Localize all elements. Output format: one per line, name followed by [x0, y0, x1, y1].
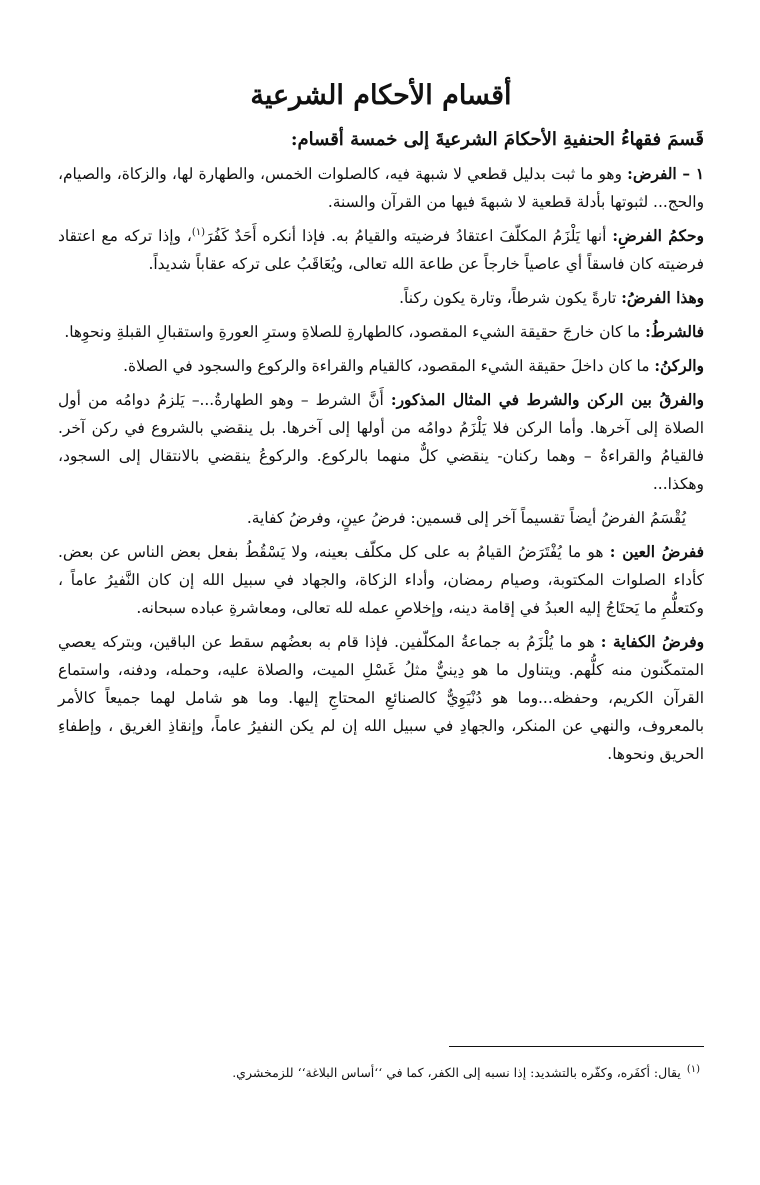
paragraph-text: ما كان خارجَ حقيقة الشيء المقصود، كالطهارةِ للصلاةِ وسترِ العورةِ واستقبالِ القبلةِ ونحوِها. — [64, 322, 646, 341]
paragraph-fard-types — [58, 284, 704, 312]
page-body — [58, 78, 704, 774]
footnote-number: (١) — [686, 1064, 700, 1075]
footnote-reference[interactable]: (١) — [191, 226, 206, 238]
paragraph-fard-kifaya — [58, 628, 704, 768]
paragraph-text: وهو ما ثبت بدليل قطعي لا شبهة فيه، كالصلوات الخمس، والطهارة لها، والزكاة، والصيام، والحج... لثبوتها بأدلة قطعية لا شبهةَ فيها من القرآن والسنة. — [58, 164, 704, 211]
footnote-text: يقال: أكفَره، وكفّره بالتشديد: إذا نسبه إلى الكفر، كما في ‘‘أساس البلاغة‘‘ للزمخشري. — [232, 1065, 681, 1081]
term-label: وفرضُ الكفاية : — [600, 633, 704, 652]
paragraph-text: أَنَّ الشرط – وهو الطهارةُ...– يَلزمُ دوامُه من أول الصلاة إلى آخرها. وأما الركن فلا يَلْزَمُ دوامُه من أولها إلى آخرها. بل ينقضي بالشروع في ركن آخر. فالقيامُ والقراءةُ – وهما ركنان- ينقضي كلٌّ منهما بالركوع. والركوعُ ينقضي بالانتقال إلى السجود، وهكذا... — [58, 390, 704, 493]
paragraph-text: هو ما يُلْزَمُ به جماعةُ المكلّفين. فإذا قام به بعضُهم سقط عن الباقين، وبتركه يعصي المتمكّنون منه كلُّهم. ويتناول ما هو دِينيٌّ مثلُ غَسْلِ الميت، والصلاة عليه، وحمله، ودفنه، واستماع القرآن الكريم، وحفظه...وما هو دُنْيَوِيٌّ كالصنائعِ المحتاجِ إليها. وما هو شامل لهما جميعاً كالأمر بالمعروف، والنهي عن المنكر، والجهادِ في سبيل الله إن لم يكن النفيرُ عاماً، وإنقاذِ الغريق ، وإطفاءِ الحريق ونحوها. — [58, 633, 704, 764]
paragraph-text: يُقْسَمُ الفرضُ أيضاً تقسيماً آخر إلى قسمين: فرضُ عينٍ، وفرضُ كفاية. — [246, 509, 686, 528]
paragraph-difference — [58, 386, 704, 498]
paragraph-fard-ayn — [58, 538, 704, 622]
footnote-divider — [449, 1046, 704, 1047]
term-label: ففرضُ العين : — [609, 543, 704, 562]
paragraph-fard — [58, 160, 704, 216]
paragraph-fard-ruling — [58, 222, 704, 278]
paragraph-text-continued: ، وإذا تركه مع اعتقاد فرضيته كان فاسقاً أي عاصياً خارجاً عن طاعة الله تعالى، ويُعَاقَبُ على تركه عقاباً شديداً. — [58, 226, 704, 273]
term-label: وحكمُ الفرضِ: — [612, 226, 704, 245]
paragraph-text: ما كان داخلَ حقيقة الشيء المقصود، كالقيام والقراءة والركوع والسجود في الصلاة. — [123, 356, 655, 375]
term-label: والركنُ: — [654, 356, 704, 375]
page-title: أقسام الأحكام الشرعية — [250, 80, 512, 111]
term-label: والفرقُ بين الركن والشرط في المثال المذكور: — [390, 390, 704, 409]
intro-heading: قَسمَ فقهاءُ الحنفيةِ الأحكامَ الشرعيةَ إلى خمسة أقسام: — [290, 129, 704, 151]
term-label: ١ – الفرض: — [627, 164, 704, 183]
paragraph-division — [58, 504, 704, 532]
paragraph-text: هو ما يُفْتَرَضُ القيامُ به على كل مكلّف بعينه، ولا يَسْقُطُ بفعل بعض الناس عن بعض. كأداء الصلوات المكتوبة، وصيام رمضان، وأداء الزكاة، والجهاد في سبيل الله إن كان النَّفيرُ عاماً ، وكتعلُّمِ ما يَحتَاجُ إليه العبدُ في إقامة دينه، وإخلاصِ عمله لله تعالى، ومعاشرةِ عباده سبحانه. — [58, 543, 704, 618]
term-label: وهذا الفرضُ: — [621, 288, 704, 307]
term-label: فالشرطُ: — [645, 322, 704, 341]
paragraph-text: أنها يَلْزَمُ المكلّفَ اعتقادُ فرضيته والقيامُ به. فإذا أنكره أَحَدٌ كَفُرَ — [205, 226, 613, 245]
footnote — [58, 1062, 700, 1083]
paragraph-text: تارةً يكون شرطاً، وتارة يكون ركناً. — [399, 288, 622, 307]
paragraph-condition — [58, 318, 704, 346]
paragraph-pillar — [58, 352, 704, 380]
